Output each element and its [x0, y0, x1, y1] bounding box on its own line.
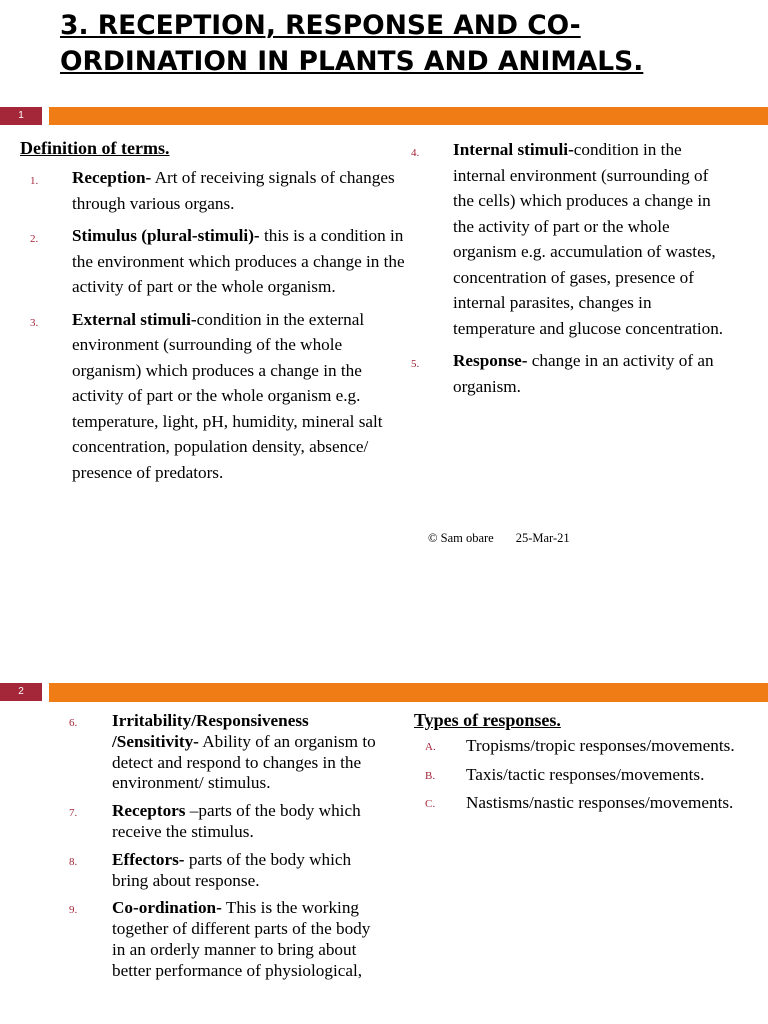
list-number: 7.	[69, 807, 78, 820]
list-item	[60, 898, 380, 981]
definition-text: condition in the external environment (surrounding of the whole organism) which produces a change in the activity of part or the whole organism e.g. temperature, light, pH, humidity, mineral salt concentration, population density, absence/ presence of predators.	[72, 309, 383, 482]
slide-accent-bar	[49, 683, 768, 702]
slide-footer	[428, 531, 592, 546]
footer-date: 25-Mar-21	[515, 531, 570, 545]
list-number: 2.	[30, 233, 39, 245]
term: External stimuli-	[72, 309, 197, 329]
term: Effectors-	[112, 849, 185, 869]
definition-text: change in an activity of an organism.	[453, 351, 714, 396]
page-title: 3. RECEPTION, RESPONSE AND CO-ORDINATION IN PLANTS AND ANIMALS.	[60, 10, 644, 77]
slide-number: 2	[0, 683, 42, 701]
list-number: 4.	[411, 147, 420, 159]
list-letter: B.	[425, 769, 436, 782]
section-heading: Definition of terms.	[20, 138, 170, 158]
definition-text: Art of receiving signals of changes through various organs.	[72, 168, 395, 213]
response-types-list	[414, 735, 744, 814]
definition-text: this is a condition in the environment which produces a change in the activity of part or the whole organism.	[72, 226, 405, 296]
list-item	[60, 711, 380, 794]
definition-text: condition in the internal environment (surrounding of the cells) which produces a change in the activity of part or the whole organism e.g. accumulation of wastes, concentration of gases, presence of internal parasites, changes in temperature and glucose concentration.	[453, 140, 724, 338]
term: Irritability/Responsiveness /Sensitivity-	[112, 711, 309, 751]
list-number: 9.	[69, 904, 78, 917]
item-text: Tropisms/tropic responses/movements.	[466, 736, 735, 755]
term: Stimulus (plural-stimuli)-	[72, 226, 260, 245]
term: Receptors	[112, 801, 186, 821]
definition-list	[401, 137, 731, 399]
list-number: 1.	[30, 175, 39, 187]
definition-list	[60, 711, 380, 982]
item-text: Nastisms/nastic responses/movements.	[466, 793, 734, 812]
list-item	[414, 735, 744, 757]
definition-text: This is the working together of different parts of the body in an orderly manner to bring about better performance of physiological,	[112, 898, 371, 980]
definition-text: parts of the body which bring about response.	[112, 849, 352, 890]
list-number: 3.	[30, 316, 39, 329]
list-item	[60, 850, 380, 892]
list-letter: C.	[425, 798, 436, 810]
list-number: 8.	[69, 855, 78, 868]
slide-1-left-column	[20, 138, 410, 492]
slide-accent-bar	[49, 107, 768, 125]
slide-2-right-column	[414, 710, 744, 821]
list-item	[414, 764, 744, 786]
list-number: 6.	[69, 717, 78, 729]
footer-author: © Sam obare	[428, 531, 494, 545]
list-item	[60, 801, 380, 843]
list-number: 5.	[411, 358, 420, 370]
term: Internal stimuli-	[453, 140, 574, 159]
list-item	[20, 223, 410, 300]
definition-list	[20, 165, 410, 485]
list-letter: A.	[425, 741, 436, 753]
slide-1-header-bar	[0, 107, 768, 125]
definition-text: Ability of an organism to detect and respond to changes in the environment/ stimulus.	[112, 731, 376, 793]
definition-text: –parts of the body which receive the stimulus.	[112, 801, 361, 841]
list-item	[20, 307, 410, 486]
item-text: Taxis/tactic responses/movements.	[466, 764, 705, 784]
list-item	[20, 165, 410, 216]
list-item	[401, 137, 731, 341]
term: Reception-	[72, 168, 152, 187]
term: Co-ordination-	[112, 898, 222, 918]
list-item	[414, 792, 744, 814]
slide-2-header-bar	[0, 683, 768, 701]
list-item	[401, 348, 731, 399]
term: Response-	[453, 351, 528, 370]
slide-1-right-column	[401, 137, 731, 406]
slide-number: 1	[0, 107, 42, 125]
section-heading: Types of responses.	[414, 710, 561, 730]
slide-2-left-column	[60, 711, 380, 989]
